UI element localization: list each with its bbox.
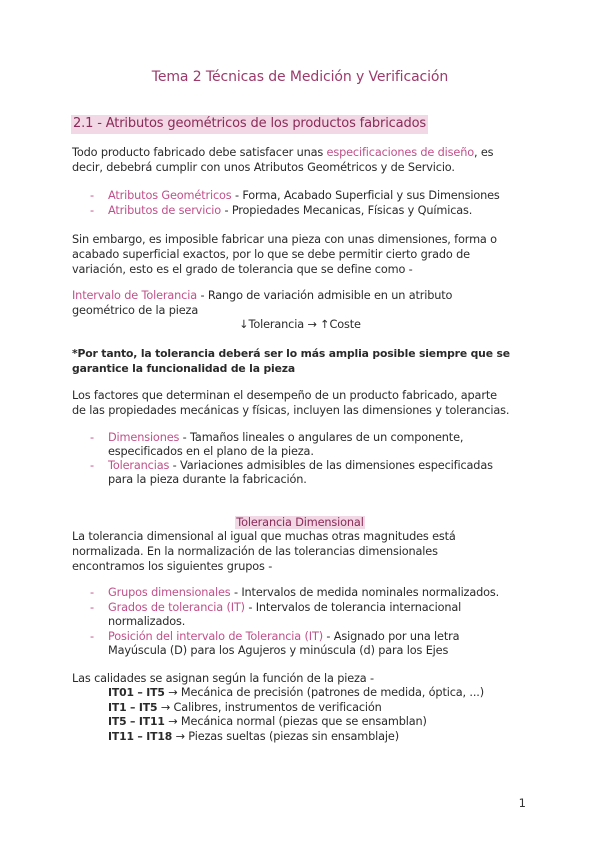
paragraph-1-line-2: decir, debebrá cumplir con unos Atributos Geométricos y de Servicio. (72, 161, 455, 174)
paragraph-3-line-2: de las propiedades mecánicas y físicas, incluyen las dimensiones y tolerancias. (72, 404, 510, 417)
page-title: Tema 2 Técnicas de Medición y Verificación (151, 69, 449, 85)
list-item-text: - Forma, Acabado Superficial y sus Dimensiones (231, 189, 500, 202)
quality-grade-row (108, 730, 399, 745)
quality-grade-text: → Calibres, instrumentos de verificación (157, 701, 382, 714)
subheading-wrap (0, 516, 600, 531)
list-item (108, 189, 500, 204)
definition-line-1 (72, 289, 452, 304)
highlight-span: especificaciones de diseño (326, 146, 474, 159)
definition-term: Intervalo de Tolerancia (72, 289, 198, 302)
definition-line-2: geométrico de la pieza (72, 304, 199, 317)
quality-grade-range: IT01 – IT5 (108, 686, 165, 699)
list-item-text: - Intervalos de medida nominales normalizados. (230, 586, 500, 599)
list-item-label: Dimensiones (108, 431, 180, 444)
section-heading: 2.1 - Atributos geométricos de los productos fabricados (71, 115, 428, 134)
list-item-text: - Intervalos de tolerancia internacional (244, 601, 462, 614)
bullet-dash: - (90, 431, 94, 444)
list-item-label: Grupos dimensionales (108, 586, 231, 599)
paragraph-4-line-1: La tolerancia dimensional al igual que muchas otras magnitudes está (72, 530, 456, 543)
list-item (108, 204, 472, 219)
list-item-continuation: especificados en el plano de la pieza. (108, 445, 314, 458)
tolerance-cost-relation: ↓Tolerancia → ↑Coste (239, 318, 361, 331)
paragraph-4-line-3: encontramos los siguientes grupos - (72, 560, 273, 573)
bullet-dash: - (90, 189, 94, 202)
list-item-text: - Variaciones admisibles de las dimensiones especificadas (169, 459, 493, 472)
quality-grade-row (108, 701, 382, 716)
bullet-dash: - (90, 459, 94, 472)
list-item-text: - Propiedades Mecanicas, Físicas y Químicas. (221, 204, 473, 217)
quality-grade-row (108, 686, 484, 701)
bullet-dash: - (90, 601, 94, 614)
list-item-continuation: normalizados. (108, 615, 186, 628)
list-item (108, 459, 493, 474)
note-line-1: *Por tanto, la tolerancia deberá ser lo más amplia posible siempre que se (72, 347, 510, 360)
paragraph-4-line-2: normalizada. En la normalización de las tolerancias dimensionales (72, 545, 438, 558)
page-number: 1 (518, 796, 526, 810)
list-item-label: Grados de tolerancia (IT) (108, 601, 245, 614)
list-item (108, 630, 459, 645)
text-span: , es (473, 146, 494, 159)
quality-grade-range: IT5 – IT11 (108, 715, 165, 728)
list-item-continuation: Mayúscula (D) para los Agujeros y minúscula (d) para los Ejes (108, 644, 449, 657)
paragraph-2-line-1: Sin embargo, es imposible fabricar una pieza con unas dimensiones, forma o (72, 233, 497, 246)
bullet-dash: - (90, 630, 94, 643)
quality-grade-text: → Piezas sueltas (piezas sin ensamblaje) (172, 730, 399, 743)
list-item-text: - Asignado por una letra (322, 630, 460, 643)
paragraph-2-line-2: acabado superficial exactos, por lo que se debe permitir cierto grado de (72, 248, 470, 261)
list-item-label: Atributos Geométricos (108, 189, 232, 202)
paragraph-5: Las calidades se asignan según la función de la pieza - (72, 672, 374, 685)
definition-text: - Rango de variación admisible en un atributo (197, 289, 453, 302)
paragraph-1-line-1 (72, 146, 493, 161)
quality-grade-text: → Mecánica normal (piezas que se ensamblan) (164, 715, 427, 728)
list-item-continuation: para la pieza durante la fabricación. (108, 473, 307, 486)
list-item (108, 431, 463, 446)
quality-grade-row (108, 715, 427, 730)
list-item (108, 586, 499, 601)
bullet-dash: - (90, 586, 94, 599)
list-item-label: Posición del intervalo de Tolerancia (IT) (108, 630, 323, 643)
text-span: Todo producto fabricado debe satisfacer unas (72, 146, 327, 159)
bullet-dash: - (90, 204, 94, 217)
list-item-label: Tolerancias (108, 459, 170, 472)
quality-grade-range: IT11 – IT18 (108, 730, 173, 743)
list-item-text: - Tamaños lineales o angulares de un componente, (179, 431, 464, 444)
subheading: Tolerancia Dimensional (236, 516, 364, 529)
quality-grade-range: IT1 – IT5 (108, 701, 158, 714)
note-line-2: garantice la funcionalidad de la pieza (72, 362, 296, 375)
paragraph-2-line-3: variación, esto es el grado de tolerancia que se define como - (72, 263, 413, 276)
list-item-label: Atributos de servicio (108, 204, 222, 217)
paragraph-3-line-1: Los factores que determinan el desempeño de un producto fabricado, aparte (72, 389, 497, 402)
quality-grade-text: → Mecánica de precisión (patrones de medida, óptica, ...) (164, 686, 485, 699)
list-item (108, 601, 461, 616)
